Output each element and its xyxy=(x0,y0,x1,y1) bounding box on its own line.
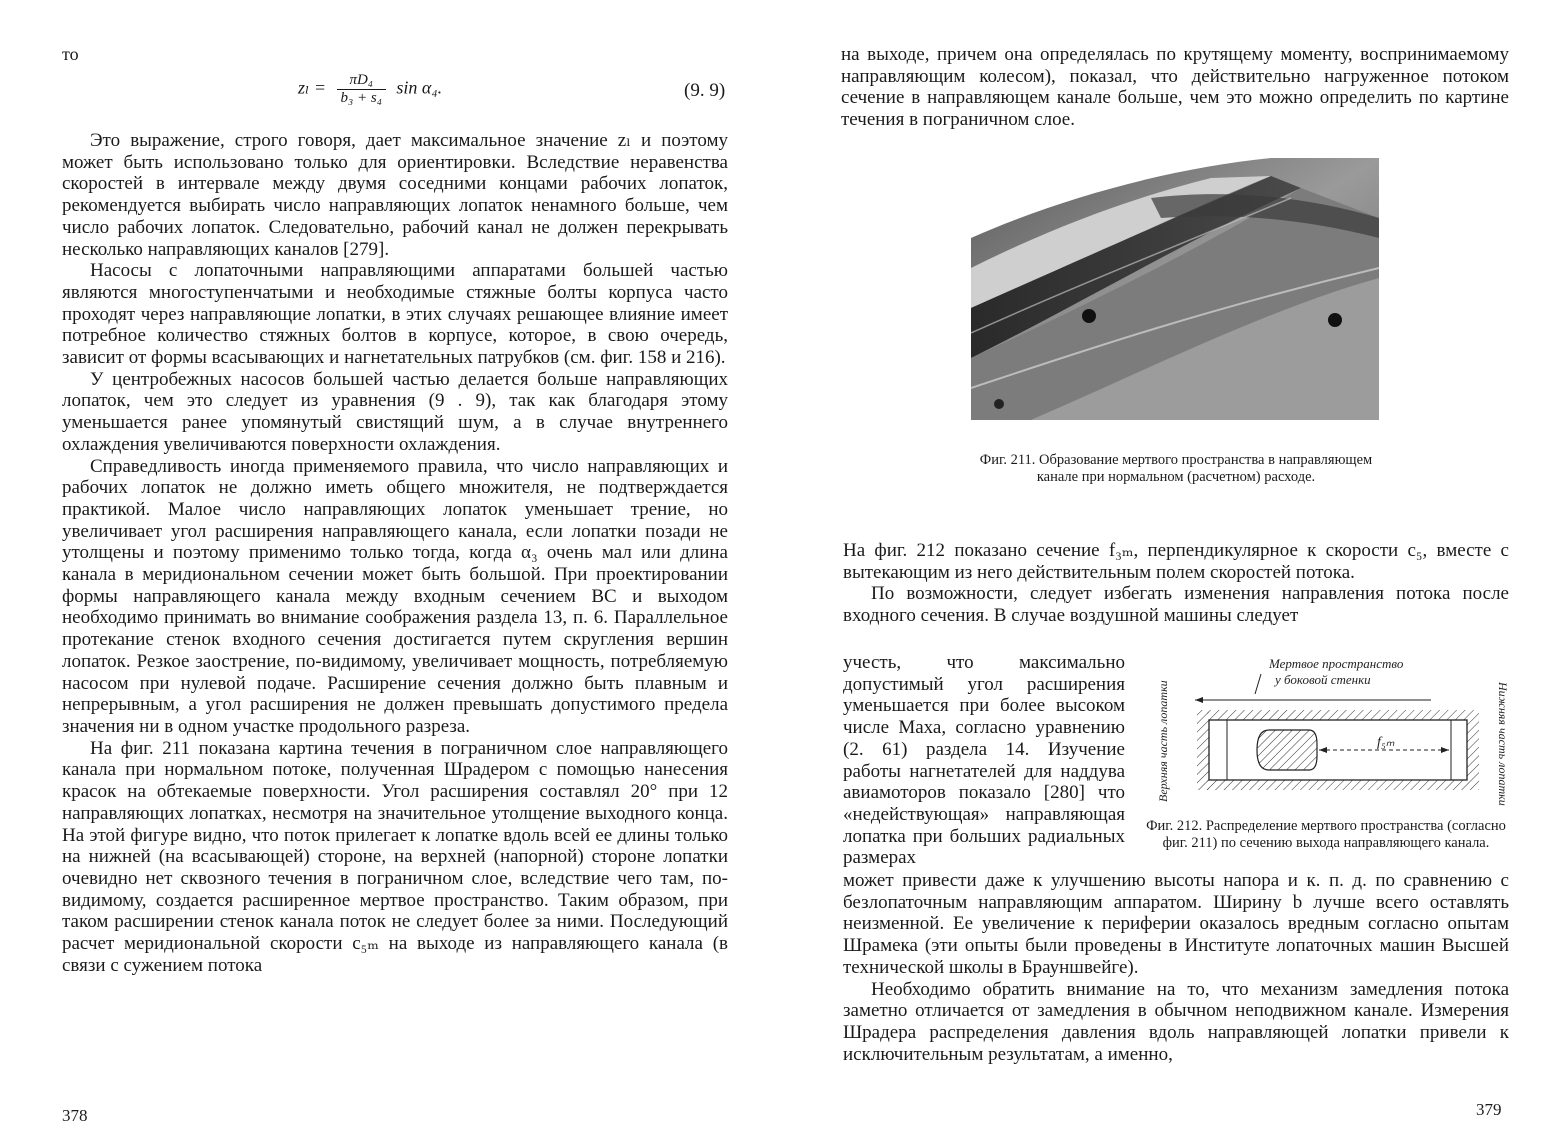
page-number-left: 378 xyxy=(62,1106,88,1125)
paragraph: может привести даже к улучшению высоты напора и к. п. д. по сравнению с безлопаточным направляющим аппаратом. Ширину b лучше всего оставлять неизменной. Ее увеличение к периферии оказалось вредным согласно опытам Шрамека (эти опыты были проведены в Институте лопаточных машин Высшей технической школы в Брауншвейге). xyxy=(843,870,1509,978)
paragraph: Насосы с лопаточными направляющими аппаратами большей частью являются многоступенчатыми и необходимые стяжные болты корпуса часто проходят через направляющие лопатки, в этих случаях решающее влияние имеет потребное количество стяжных болтов в корпусе, которое, в свою очередь, зависит от формы всасывающих и нагнетательных патрубков (см. фиг. 158 и 216). xyxy=(62,260,728,369)
paragraph: У центробежных насосов большей частью делается больше направляющих лопаток, чем это следует из уравнения (9 . 9), так как благодаря этому уменьшается ранее упомянутый свистящий шум, а в случае внутреннего охлаждения увеличиваются поверхности охлаждения. xyxy=(62,368,728,455)
figure-212-caption: Фиг. 212. Распределение мертвого пространства (согласно фиг. 211) по сечению выхода направляющего канала. xyxy=(1146,818,1506,851)
equation-fraction xyxy=(337,72,386,107)
equation-number: (9. 9) xyxy=(684,80,726,101)
right-wrap-text xyxy=(843,652,1125,869)
figure-212-diagram xyxy=(1141,652,1517,814)
left-body-text xyxy=(62,130,728,976)
paragraph: По возможности, следует избегать изменения направления потока после входного сечения. В случае воздушной машины следует xyxy=(843,583,1509,627)
right-page xyxy=(781,0,1563,1148)
equation-numerator: πD₄ xyxy=(337,72,386,90)
upper-blade-label: Верхняя часть лопатки xyxy=(1156,680,1170,802)
figure-211-caption: Фиг. 211. Образование мертвого пространства в направляющем канале при нормальном (расчетном) расходе. xyxy=(979,452,1373,485)
paragraph: На фиг. 212 показано сечение f₃ₘ, перпендикулярное к скорости c₅, вместе с вытекающим из него действительным полем скоростей потока. xyxy=(843,540,1509,583)
right-mid-text xyxy=(843,540,1509,627)
equation-9-9 xyxy=(298,72,442,107)
left-page xyxy=(0,0,781,1148)
paragraph: Справедливость иногда применяемого правила, что число направляющих и рабочих лопаток не должно иметь общего множителя, не подтверждается практикой. Малое число направляющих лопаток уменьшает трение, но увеличивает угол расширения направляющего канала, если лопатки позади не утолщены и поэтому применимо только тогда, когда α₃ очень мал или длина канала в меридиональном сечении может быть большой. При проектировании формы направляющего канала между входным сечением BC и выходом необходимо принимать во внимание соображения раздела 13, п. 6. Параллельное протекание стенок входного сечения достигается путем скругления вершин лопаток. Резкое заострение, по-видимому, увеличивает мощность, потребляемую насосом при нулевой подаче. Расширение сечения должно быть плавным и непрерывным, а угол расширения не должен превышать допустимого предела значения ни в одном участке продольного разреза. xyxy=(62,455,728,737)
carryover-word: то xyxy=(62,44,79,64)
right-bottom-text xyxy=(843,870,1509,1065)
f5m-label: f₅ₘ xyxy=(1377,735,1395,750)
dead-space-label-line1: Мертвое пространство xyxy=(1269,656,1404,671)
paragraph: Это выражение, строго говоря, дает максимальное значение zₗ и поэтому может быть использовано только для ориентировки. Вследствие неравенства скоростей в интервале между двумя соседними концами рабочих лопаток, рекомендуется выбирать число направляющих лопаток ненамного больше, чем число рабочих лопаток. Следовательно, рабочий канал не должен перекрывать несколько направляющих каналов [279]. xyxy=(62,130,728,260)
dead-space-label-line2: у боковой стенки xyxy=(1275,672,1371,687)
equation-lhs: zₗ = xyxy=(298,77,327,98)
paragraph: учесть, что максимально допустимый угол расширения уменьшается при более высоком числе Маха, согласно уравнению (2. 61) раздела 14. Изучение работы нагнетателей для наддува авиамоторов показало [280] что «недействующая» направляющая лопатка при больших радиальных размерах xyxy=(843,652,1125,869)
equation-denominator: b₃ + s₄ xyxy=(340,90,382,106)
lower-blade-label: Нижняя часть лопатки xyxy=(1496,682,1510,806)
paragraph: Необходимо обратить внимание на то, что механизм замедления потока заметно отличается от замедления в обычном неподвижном канале. Измерения Шрадера распределения давления вдоль направляющей лопатки привели к исключительным результатам, а именно, xyxy=(843,978,1509,1065)
figure-211-photo xyxy=(971,158,1379,420)
equation-tail: sin α₄. xyxy=(396,77,443,98)
right-top-text xyxy=(841,44,1509,131)
page-number-right: 379 xyxy=(1476,1100,1502,1119)
paragraph: на выходе, причем она определялась по крутящему моменту, воспринимаемому направляющим колесом), показал, что действительно нагруженное потоком сечение в направляющем канале больше, чем это можно определить по картине течения в пограничном слое. xyxy=(841,44,1509,131)
paragraph: На фиг. 211 показана картина течения в пограничном слое направляющего канала при нормальном потоке, полученная Шрадером с помощью нанесения красок на обтекаемые поверхности. Угол расширения составлял 20° при 12 направляющих лопатках, несмотря на значительное утолщение выходного конца. На этой фигуре видно, что поток прилегает к лопатке вдоль всей ее длины только на нижней (на всасывающей) стороне, на верхней (напорной) стороне лопатки очевидно нет сквозного течения в пограничном слое, вследствие чего там, по-видимому, создается расширенное мертвое пространство. Таким образом, при таком расширении стенок канала поток не следует более за ними. Последующий расчет меридиональной скорости c₅ₘ на выходе из направляющего канала (в связи с сужением потока xyxy=(62,737,728,976)
